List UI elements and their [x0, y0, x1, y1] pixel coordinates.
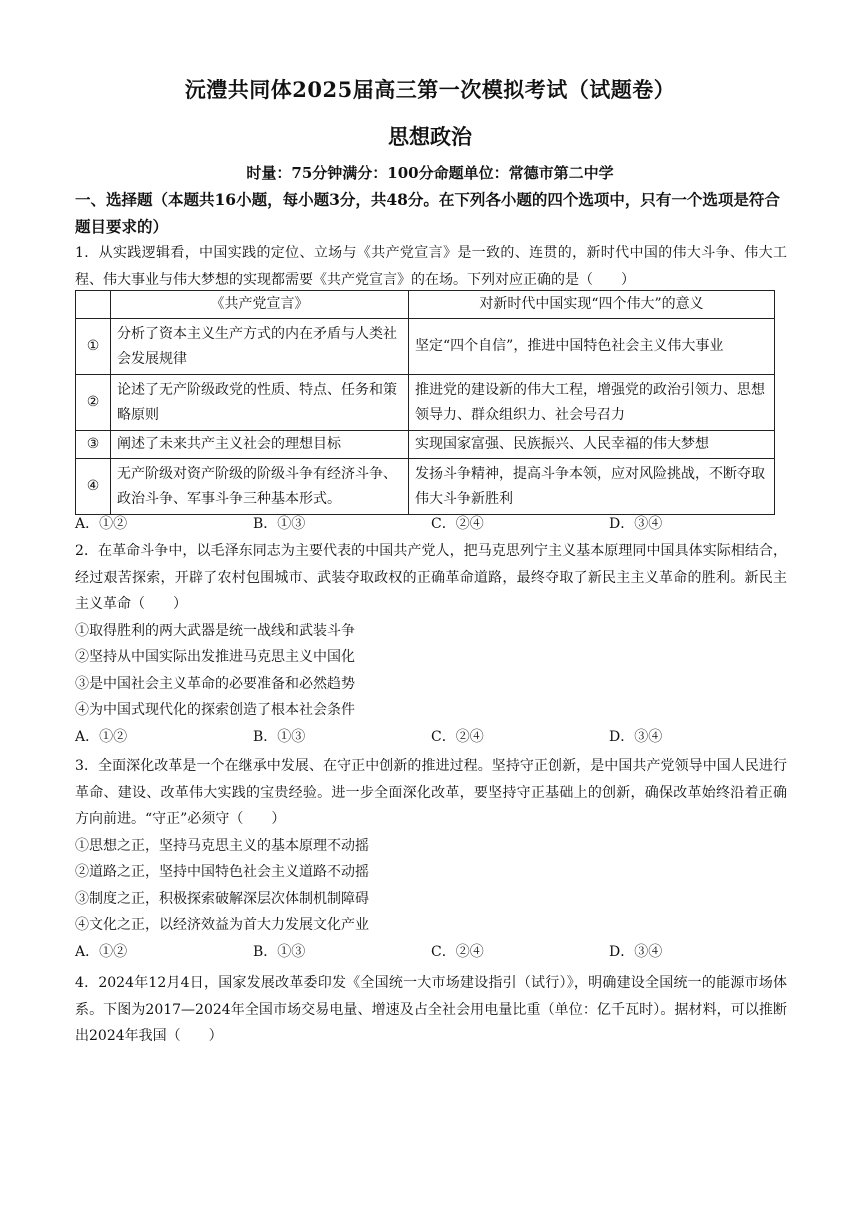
choice-a[interactable]: A．①②	[75, 728, 128, 745]
choice-a[interactable]: A．①②	[75, 516, 128, 532]
table-cell-left: 无产阶级对资产阶级的阶级斗争有经济斗争、政治斗争、军事斗争三种基本形式。	[111, 459, 409, 515]
question-2	[75, 538, 787, 750]
choice-b[interactable]: B．①③	[253, 516, 306, 532]
table-cell-num: ①	[76, 319, 111, 375]
question-1-stem	[75, 240, 787, 293]
question-3	[75, 753, 787, 965]
table-cell-right: 推进党的建设新的伟大工程，增强党的政治引领力、思想领导力、群众组织力、社会号召力	[409, 375, 775, 431]
q4-stem-text: 4．2024年12月4日，国家发展改革委印发《全国统一大市场建设指引（试行）》，明确建设全国统一的能源市场体系。下图为2017—2024年全国市场交易电量、增速及占全社会用电量比重（单位：亿千瓦时）。据材料，可以推断出2024年我国（ ）	[75, 975, 787, 1044]
table-header-cell: 《共产党宣言》	[111, 291, 409, 319]
q3-option: ①思想之正，坚持马克思主义的基本原理不动摇	[75, 837, 369, 854]
q2-option: ②坚持从中国实际出发推进马克思主义中国化	[75, 649, 355, 665]
table-row	[76, 459, 775, 515]
q3-option: ④文化之正，以经济效益为首大力发展文化产业	[75, 917, 369, 933]
q1-choices	[75, 511, 787, 538]
section-heading: 一、选择题（本题共16小题，每小题3分，共48分。在下列各小题的四个选项中，只有一个选项是符合题目要求的）	[75, 190, 780, 236]
table-cell-left: 论述了无产阶级政党的性质、特点、任务和策略原则	[111, 375, 409, 431]
exam-info: 时量：75分钟满分：100分命题单位：常德市第二中学	[246, 164, 614, 182]
q3-option: ②道路之正，坚持中国特色社会主义道路不动摇	[75, 864, 369, 880]
table-cell-left: 分析了资本主义生产方式的内在矛盾与人类社会发展规律	[111, 319, 409, 375]
table-row	[76, 431, 775, 459]
q3-stem-text: 3．全面深化改革是一个在继承中发展、在守正中创新的推进过程。坚持守正创新，是中国共产党领导中国人民进行革命、建设、改革伟大实践的宝贵经验。进一步全面深化改革，要坚持守正基础上的创新，确保改革始终沿着正确方向前进。“守正”必须守（ ）	[75, 758, 787, 827]
choice-d[interactable]: D．③④	[609, 728, 663, 745]
choice-c[interactable]: C．②④	[431, 516, 484, 532]
table-cell-num: ④	[76, 459, 111, 515]
table-cell-right: 发扬斗争精神，提高斗争本领，应对风险挑战，不断夺取伟大斗争新胜利	[409, 459, 775, 515]
exam-title: 沅澧共同体2025届高三第一次模拟考试（试题卷）	[184, 77, 676, 102]
q3-choices	[75, 939, 787, 966]
table-row	[76, 375, 775, 431]
q2-option: ①取得胜利的两大武器是统一战线和武装斗争	[75, 622, 355, 639]
q1-stem-text: 1．从实践逻辑看，中国实践的定位、立场与《共产党宣言》是一致的、连贯的，新时代中国的伟大斗争、伟大工程、伟大事业与伟大梦想的实现都需要《共产党宣言》的在场。下列对应正确的是（ ）	[75, 245, 787, 288]
question-4	[75, 970, 787, 1050]
table-cell-right: 实现国家富强、民族振兴、人民幸福的伟大梦想	[409, 431, 775, 459]
table-header-cell: 对新时代中国实现“四个伟大”的意义	[409, 291, 775, 319]
table-cell-left: 阐述了未来共产主义社会的理想目标	[111, 431, 409, 459]
choice-d[interactable]: D．③④	[609, 943, 663, 960]
table-header-cell	[76, 291, 111, 319]
q1-table	[75, 290, 775, 515]
choice-b[interactable]: B．①③	[253, 943, 306, 960]
q2-option: ④为中国式现代化的探索创造了根本社会条件	[75, 702, 355, 718]
table-cell-num: ②	[76, 375, 111, 431]
table-row	[76, 319, 775, 375]
table-header-row	[76, 291, 775, 319]
subject-title: 思想政治	[388, 124, 472, 149]
choice-a[interactable]: A．①②	[75, 943, 128, 960]
table-cell-right: 坚定“四个自信”，推进中国特色社会主义伟大事业	[409, 319, 775, 375]
q2-option: ③是中国社会主义革命的必要准备和必然趋势	[75, 675, 355, 692]
table-cell-num: ③	[76, 431, 111, 459]
choice-d[interactable]: D．③④	[609, 516, 663, 532]
q2-stem-text: 2．在革命斗争中，以毛泽东同志为主要代表的中国共产党人，把马克思列宁主义基本原理同中国具体实际相结合，经过艰苦探索，开辟了农村包围城市、武装夺取政权的正确革命道路，最终夺取了新民主主义革命的胜利。新民主主义革命（ ）	[75, 543, 787, 612]
q3-option: ③制度之正，积极探索破解深层次体制机制障碍	[75, 890, 369, 907]
q2-choices	[75, 724, 787, 751]
choice-c[interactable]: C．②④	[431, 728, 484, 745]
choice-b[interactable]: B．①③	[253, 728, 306, 745]
choice-c[interactable]: C．②④	[431, 943, 484, 960]
